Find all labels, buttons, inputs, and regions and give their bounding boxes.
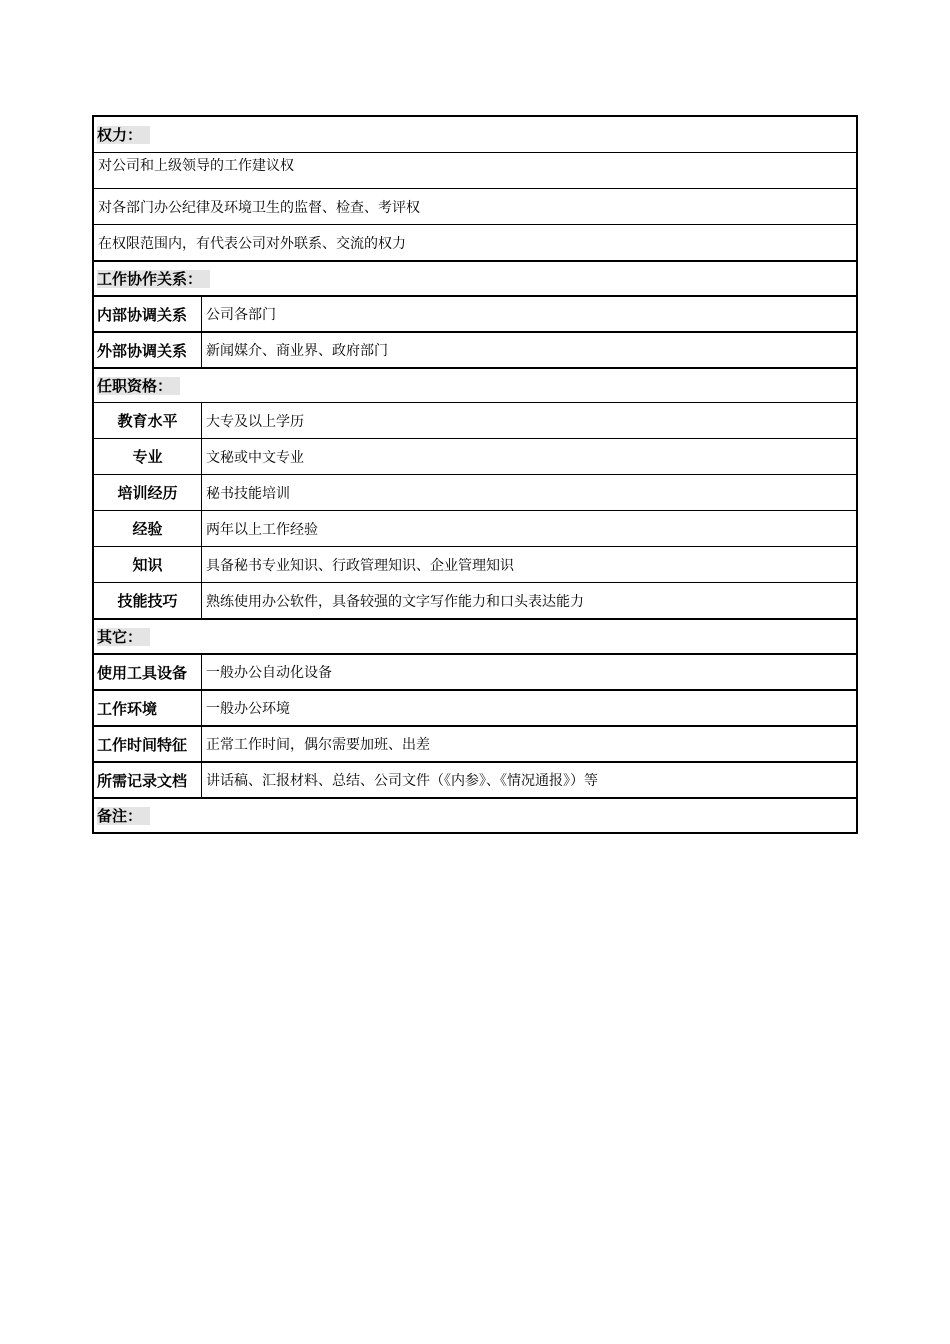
row-value: 具备秘书专业知识、行政管理知识、企业管理知识 <box>206 557 514 574</box>
cooperation-row <box>94 331 856 367</box>
section-heading <box>94 124 150 145</box>
row-label: 教育水平 <box>94 403 202 438</box>
qualification-row <box>94 582 856 618</box>
qualification-row <box>94 510 856 546</box>
row-value: 一般办公自动化设备 <box>206 665 332 681</box>
row-label: 内部协调关系 <box>94 297 202 331</box>
qualification-row <box>94 402 856 438</box>
cooperation-row <box>94 295 856 331</box>
authority-item-text: 在权限范围内，有代表公司对外联系、交流的权力 <box>98 235 406 252</box>
row-label: 经验 <box>94 511 202 546</box>
section-notes-header <box>94 797 856 832</box>
qualification-row <box>94 438 856 474</box>
section-cooperation-header <box>94 260 856 295</box>
section-qualifications-header <box>94 367 856 402</box>
row-value: 正常工作时间，偶尔需要加班、出差 <box>206 737 430 753</box>
qualification-row <box>94 474 856 510</box>
authority-item-text: 对公司和上级领导的工作建议权 <box>98 158 294 174</box>
section-heading <box>94 626 150 647</box>
row-value: 两年以上工作经验 <box>206 521 318 538</box>
section-authority-header <box>94 117 856 152</box>
authority-item <box>94 152 856 188</box>
row-label: 专业 <box>94 439 202 474</box>
authority-item <box>94 188 856 224</box>
section-other-header <box>94 618 856 653</box>
section-heading <box>94 805 150 826</box>
other-row <box>94 653 856 689</box>
qualifications-heading: 任职资格： <box>97 377 180 395</box>
row-label: 工作环境 <box>94 691 202 725</box>
row-value: 讲话稿、汇报材料、总结、公司文件（《内参》、《情况通报》）等 <box>206 773 598 789</box>
row-label: 使用工具设备 <box>94 655 202 689</box>
other-heading: 其它： <box>97 628 150 646</box>
authority-item-text: 对各部门办公纪律及环境卫生的监督、检查、考评权 <box>98 199 420 216</box>
authority-heading: 权力： <box>97 126 150 144</box>
qualification-row <box>94 546 856 582</box>
other-row <box>94 689 856 725</box>
other-row <box>94 761 856 797</box>
row-label: 技能技巧 <box>94 583 202 618</box>
row-label: 知识 <box>94 547 202 582</box>
section-heading <box>94 375 180 396</box>
notes-heading: 备注： <box>97 807 150 825</box>
row-label: 培训经历 <box>94 475 202 510</box>
row-label: 外部协调关系 <box>94 333 202 367</box>
job-description-table <box>92 115 858 834</box>
row-value: 文秘或中文专业 <box>206 449 304 466</box>
section-heading <box>94 268 210 289</box>
authority-item <box>94 224 856 260</box>
row-value: 秘书技能培训 <box>206 485 290 502</box>
row-label: 工作时间特征 <box>94 727 202 761</box>
row-value: 大专及以上学历 <box>206 413 304 430</box>
other-row <box>94 725 856 761</box>
row-value: 新闻媒介、商业界、政府部门 <box>206 343 388 359</box>
row-value: 一般办公环境 <box>206 701 290 717</box>
row-label: 所需记录文档 <box>94 763 202 797</box>
cooperation-heading: 工作协作关系： <box>97 270 210 288</box>
row-value: 公司各部门 <box>206 307 276 323</box>
row-value: 熟练使用办公软件，具备较强的文字写作能力和口头表达能力 <box>206 593 584 610</box>
